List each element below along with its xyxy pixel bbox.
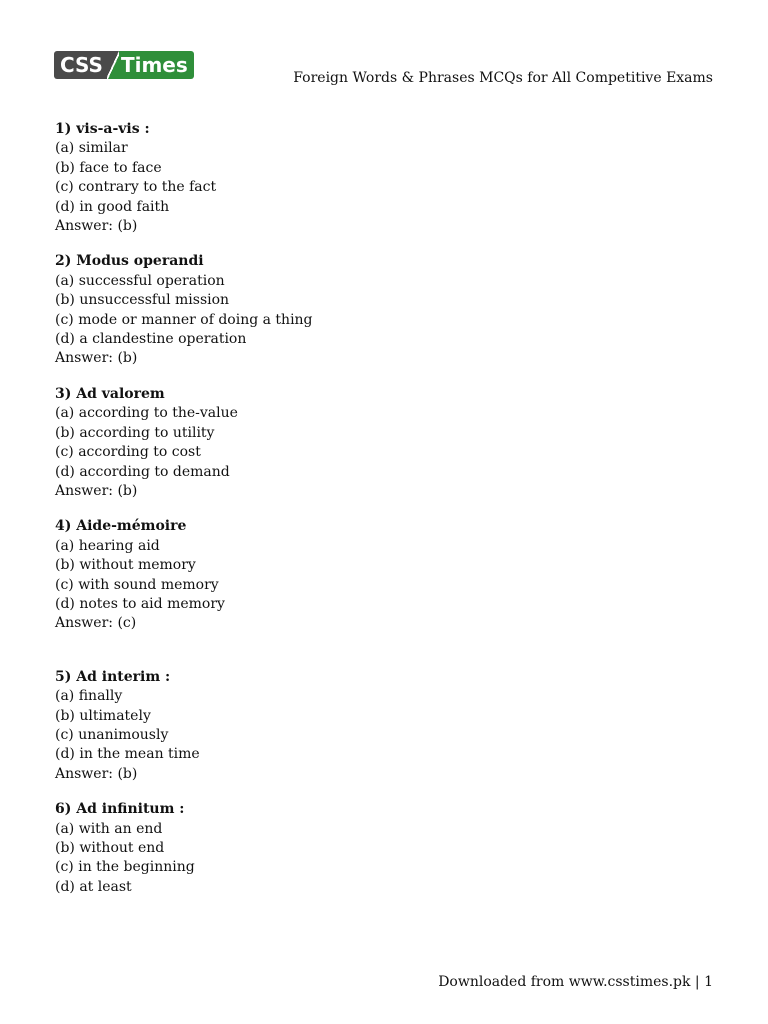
option-a: (a) similar — [55, 140, 128, 157]
option-c: (c) with sound memory — [55, 576, 219, 593]
option-b: (b) according to utility — [55, 424, 215, 441]
option-a: (a) according to the-value — [55, 405, 238, 422]
logo-css-text: CSS — [54, 51, 107, 79]
option-c: (c) unanimously — [55, 726, 169, 743]
option-b: (b) without end — [55, 840, 165, 856]
question-5 — [55, 668, 715, 784]
csstimes-logo — [54, 51, 194, 79]
mcq-list — [55, 120, 715, 913]
option-d: (d) at least — [55, 878, 132, 895]
question-title: 2) Modus operandi — [55, 253, 204, 270]
option-c: (c) in the beginning — [55, 859, 195, 876]
document-header-title: Foreign Words & Phrases MCQs for All Competitive Exams — [293, 70, 713, 86]
logo-slash — [107, 51, 119, 79]
option-d: (d) notes to aid memory — [55, 595, 225, 612]
question-title: 1) vis-a-vis : — [55, 121, 150, 137]
answer-line: Answer: (b) — [55, 482, 138, 499]
question-1 — [55, 120, 715, 236]
question-title: 5) Ad interim : — [55, 668, 171, 685]
answer-line: Answer: (b) — [55, 765, 138, 782]
question-title: 4) Aide-mémoire — [55, 518, 187, 535]
option-c: (c) according to cost — [55, 444, 201, 461]
question-2 — [55, 252, 715, 368]
option-a: (a) hearing aid — [55, 537, 160, 554]
option-c: (c) contrary to the fact — [55, 179, 217, 196]
option-b: (b) face to face — [55, 159, 162, 176]
question-6 — [55, 800, 715, 897]
question-4 — [55, 517, 715, 633]
option-c: (c) mode or manner of doing a thing — [55, 311, 313, 328]
option-b: (b) ultimately — [55, 707, 151, 724]
option-a: (a) successful operation — [55, 272, 225, 289]
option-b: (b) without memory — [55, 557, 196, 574]
page-footer: Downloaded from www.csstimes.pk | 1 — [438, 974, 713, 990]
answer-line: Answer: (b) — [55, 218, 138, 235]
option-b: (b) unsuccessful mission — [55, 292, 230, 309]
option-a: (a) with an end — [55, 820, 163, 837]
question-title: 3) Ad valorem — [55, 385, 165, 402]
option-d: (d) in the mean time — [55, 746, 200, 763]
option-d: (d) a clandestine operation — [55, 331, 247, 348]
answer-line: Answer: (b) — [55, 350, 138, 367]
option-a: (a) finally — [55, 688, 123, 705]
logo-times-text: Times — [119, 51, 194, 79]
option-d: (d) according to demand — [55, 463, 230, 480]
question-title: 6) Ad infinitum : — [55, 801, 185, 818]
answer-line: Answer: (c) — [55, 615, 137, 632]
question-3 — [55, 385, 715, 501]
option-d: (d) in good faith — [55, 198, 170, 215]
